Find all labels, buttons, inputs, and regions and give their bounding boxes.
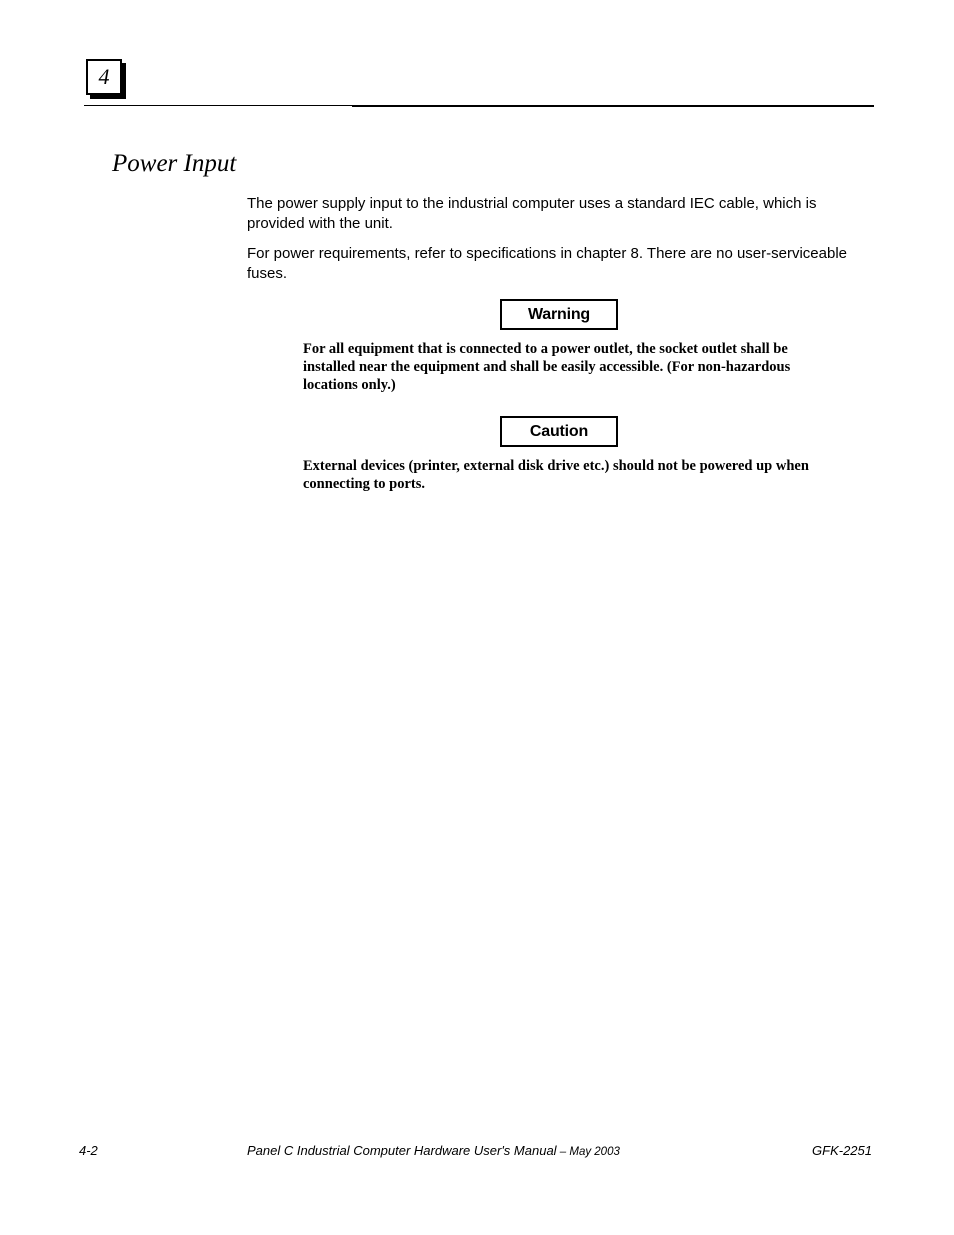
footer-doc-number: GFK-2251 xyxy=(812,1143,872,1158)
body-paragraph-iec-cable: The power supply input to the industrial computer uses a standard IEC cable, which is provided with the unit. xyxy=(247,195,817,232)
footer-separator: – xyxy=(556,1146,570,1158)
warning-label-box xyxy=(500,299,618,330)
body-paragraph-power-requirements: For power requirements, refer to specifications in chapter 8. There are no user-serviceable fuses. xyxy=(247,245,848,282)
footer-manual-name: Panel C Industrial Computer Hardware User's Manual xyxy=(247,1143,557,1158)
chapter-number-box xyxy=(86,59,122,95)
caution-text: External devices (printer, external disk drive etc.) should not be powered up when connecting to ports. xyxy=(303,458,809,492)
caution-label: Caution xyxy=(529,422,589,440)
chapter-number: 4 xyxy=(98,64,110,89)
warning-text: For all equipment that is connected to a power outlet, the socket outlet shall be installed near the equipment and shall be easily accessible. (For non-hazardous locations only.) xyxy=(303,341,791,393)
footer-page-number: 4-2 xyxy=(79,1143,98,1158)
section-title: Power Input xyxy=(112,150,237,177)
caution-label-box xyxy=(500,416,618,447)
header-rule-thick xyxy=(352,105,874,107)
warning-label: Warning xyxy=(528,305,590,323)
footer-date: May 2003 xyxy=(569,1146,620,1158)
footer-manual-title xyxy=(247,1143,620,1160)
